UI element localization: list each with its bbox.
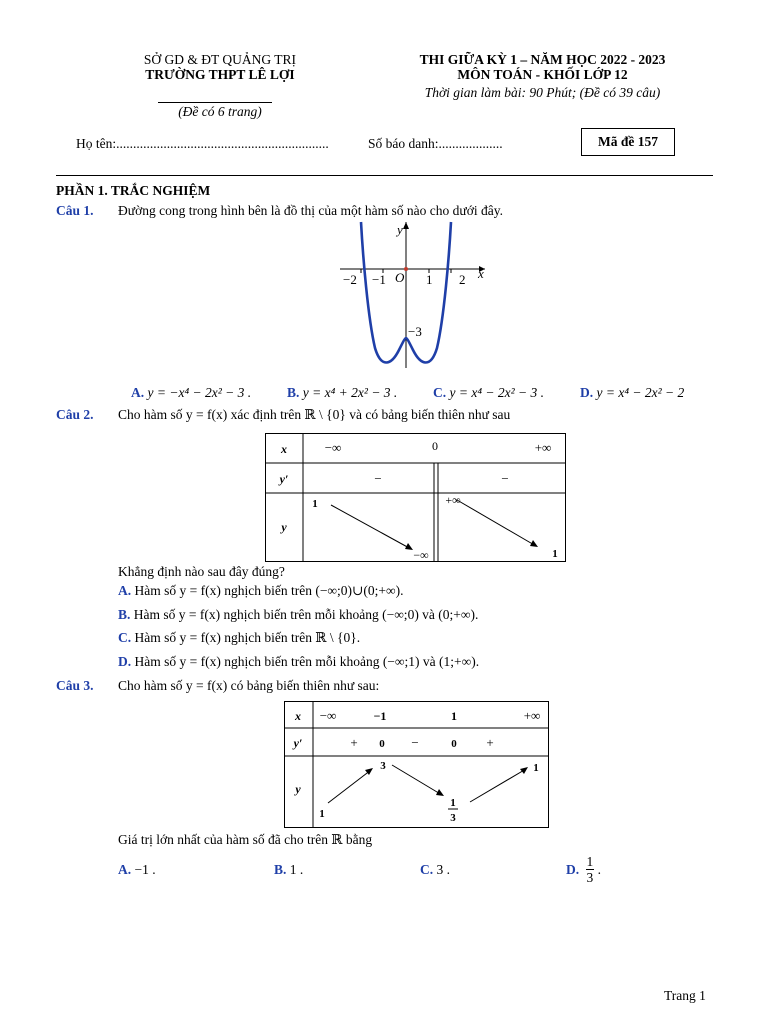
yprime-label: y′ <box>279 472 289 486</box>
x-value: +∞ <box>534 440 552 455</box>
q1-label: Câu 1. <box>56 203 94 218</box>
origin-dot <box>404 267 408 271</box>
increase-arrow <box>470 769 526 802</box>
q3-option-d[interactable]: D. $\frac{1}{3}$ . <box>566 854 601 885</box>
q3-text: Cho hàm số y = f(x) có bảng biến thiên như sau: <box>118 678 380 693</box>
q1-option-a[interactable]: A. y = −x⁴ − 2x² − 3 . <box>131 385 252 400</box>
yprime-zero: 0 <box>451 738 457 750</box>
yprime-sign: + <box>486 735 494 750</box>
x-label: x <box>478 266 484 281</box>
y-value: 3 <box>380 760 386 772</box>
y-label: y <box>295 782 301 796</box>
y-value-num: 1 <box>450 797 456 809</box>
exam-code-box: Mã đề 157 <box>581 128 675 156</box>
x-value: 1 <box>451 709 457 723</box>
section-title: PHẦN 1. TRẮC NGHIỆM <box>56 183 211 198</box>
student-id-field: Số báo danh:................... <box>368 136 503 151</box>
q2-text: Cho hàm số y = f(x) xác định trên ℝ \ {0} và có bảng biến thiên như sau <box>118 407 511 422</box>
x-value: 0 <box>432 439 438 453</box>
y-value: 1 <box>552 548 558 560</box>
y-value: 1 <box>533 762 539 774</box>
exam-subject: MÔN TOÁN - KHỐI LỚP 12 <box>457 67 628 82</box>
q1-option-b[interactable]: B. y = x⁴ + 2x² − 3 . <box>287 385 398 400</box>
decrease-arrow <box>331 505 411 549</box>
q3-label: Câu 3. <box>56 678 94 693</box>
q1-graph <box>335 218 495 374</box>
decrease-arrow <box>457 500 536 546</box>
fraction-numerator: 1 <box>586 854 594 869</box>
x-value: −∞ <box>324 440 342 455</box>
y-value: 1 <box>319 808 325 820</box>
header-rule <box>56 175 713 176</box>
origin-label: O <box>395 270 405 285</box>
y-value-label: −3 <box>408 324 422 339</box>
yprime-sign: − <box>374 471 382 486</box>
q3-question: Giá trị lớn nhất của hàm số đã cho trên ℝ bằng <box>118 832 373 847</box>
x-value: −∞ <box>319 708 337 723</box>
exam-time: Thời gian làm bài: 90 Phút; (Đề có 39 câu) <box>424 85 661 100</box>
tick-label: −1 <box>372 272 386 287</box>
tick-label: 2 <box>459 272 466 287</box>
q2-option-a[interactable]: A. Hàm số y = f(x) nghịch biến trên (−∞;0)∪(0;+∞). <box>118 583 404 598</box>
q1-option-c[interactable]: C. y = x⁴ − 2x² − 3 . <box>433 385 545 400</box>
q2-option-d[interactable]: D. Hàm số y = f(x) nghịch biến trên mỗi khoảng (−∞;1) và (1;+∞). <box>118 654 480 669</box>
y-value: −∞ <box>413 548 429 562</box>
y-label: y <box>397 222 403 237</box>
q3-option-a[interactable]: A. −1 . <box>118 862 156 877</box>
yprime-sign: − <box>501 471 509 486</box>
x-value: +∞ <box>523 708 541 723</box>
x-label: x <box>281 442 287 456</box>
q3-option-c[interactable]: C. 3 . <box>420 862 450 877</box>
y-label: y <box>281 520 287 534</box>
header-pages: (Đề có 6 trang) <box>178 104 262 119</box>
tick-label: −2 <box>343 272 357 287</box>
y-value-den: 3 <box>450 812 456 824</box>
q1-option-d[interactable]: D. y = x⁴ − 2x² − 2 <box>580 385 685 400</box>
yprime-sign: + <box>350 735 358 750</box>
y-value: 1 <box>312 498 318 510</box>
decrease-arrow <box>392 765 442 795</box>
q2-variation-table <box>265 433 567 563</box>
y-value: +∞ <box>445 493 461 507</box>
name-field: Họ tên:............................................................... <box>76 136 329 151</box>
q2-label: Câu 2. <box>56 407 94 422</box>
increase-arrow <box>328 770 371 803</box>
yprime-sign: − <box>411 735 419 750</box>
header-divider <box>158 102 272 103</box>
q2-option-c[interactable]: C. Hàm số y = f(x) nghịch biến trên ℝ \ {0}. <box>118 630 361 645</box>
q1-text: Đường cong trong hình bên là đồ thị của một hàm số nào cho dưới đây. <box>118 203 503 218</box>
x-label: x <box>295 709 301 723</box>
q2-option-b[interactable]: B. Hàm số y = f(x) nghịch biến trên mỗi khoảng (−∞;0) và (0;+∞). <box>118 607 479 622</box>
fraction-denominator: 3 <box>586 870 594 885</box>
header-school: TRƯỜNG THPT LÊ LỢI <box>145 67 295 82</box>
y-axis-arrow <box>403 222 409 229</box>
exam-title: THI GIỮA KỲ 1 – NĂM HỌC 2022 - 2023 <box>419 52 666 67</box>
tick-label: 1 <box>426 272 433 287</box>
header-dept: SỞ GD & ĐT QUẢNG TRỊ <box>143 52 297 67</box>
yprime-label: y′ <box>293 736 303 750</box>
yprime-zero: 0 <box>379 738 385 750</box>
q3-option-b[interactable]: B. 1 . <box>274 862 304 877</box>
x-value: −1 <box>373 709 387 723</box>
q2-question: Khẳng định nào sau đây đúng? <box>118 564 285 579</box>
page-number: Trang 1 <box>664 988 706 1003</box>
q3-variation-table <box>284 701 550 829</box>
